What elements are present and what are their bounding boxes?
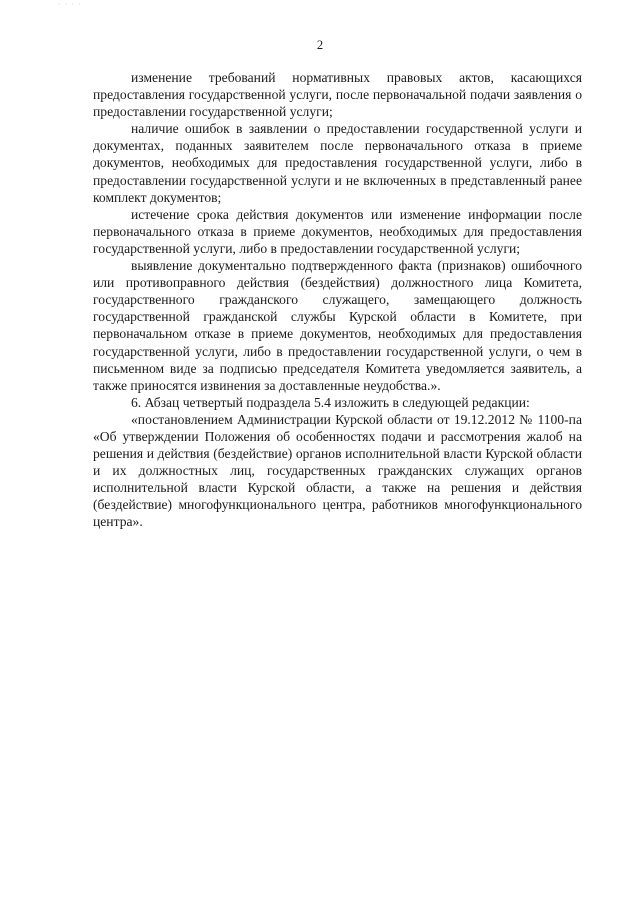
document-body [93, 69, 582, 531]
paragraph-errors-in-application: наличие ошибок в заявлении о предоставлении государственной услуги и документах, поданных заявителем после первоначального отказа в приеме документов, необходимых для предоставления государственной услуги, либо в предоставлении государственной услуги и не включенных в представленный ранее комплект документов; [93, 121, 582, 205]
paragraph-section-6: 6. Абзац четвертый подраздела 5.4 изложить в следующей редакции: [131, 394, 530, 410]
paragraph-requirements-change: изменение требований нормативных правовых актов, касающихся предоставления государственной услуги, после первоначальной подачи заявления о предоставлении государственной услуги; [93, 70, 582, 120]
paragraph-erroneous-action: выявление документально подтвержденного факта (признаков) ошибочного или противоправного действия (бездействия) должностного лица Комитета, государственного гражданского служащего, замещающего должность государственной гражданской службы Курской области в Комитете, при первоначальном отказе в приеме документов, необходимых для предоставления государственной услуги, либо в предоставлении государственной услуги, о чем в письменном виде за подписью председателя Комитета уведомляется заявитель, а также приносятся извинения за доставленные неудобства.». [93, 258, 582, 393]
scan-corner-mark: · · · · [58, 0, 82, 9]
paragraph-documents-expiry: истечение срока действия документов или изменение информации после первоначального отказа в приеме документов, необходимых для предоставления государственной услуги, либо в предоставлении государственной услуги; [93, 206, 582, 256]
paragraph-resolution-quote: «постановлением Администрации Курской области от 19.12.2012 № 1100-па «Об утверждении Положения об особенностях подачи и рассмотрения жалоб на решения и действия (бездействие) органов исполнительной власти Курской области и их должностных лиц, государственных гражданских служащих органов исполнительной власти Курской области, а также на решения и действия (бездействие) многофункционального центра, работников многофункционального центра». [93, 411, 582, 530]
page-number: 2 [316, 38, 324, 52]
